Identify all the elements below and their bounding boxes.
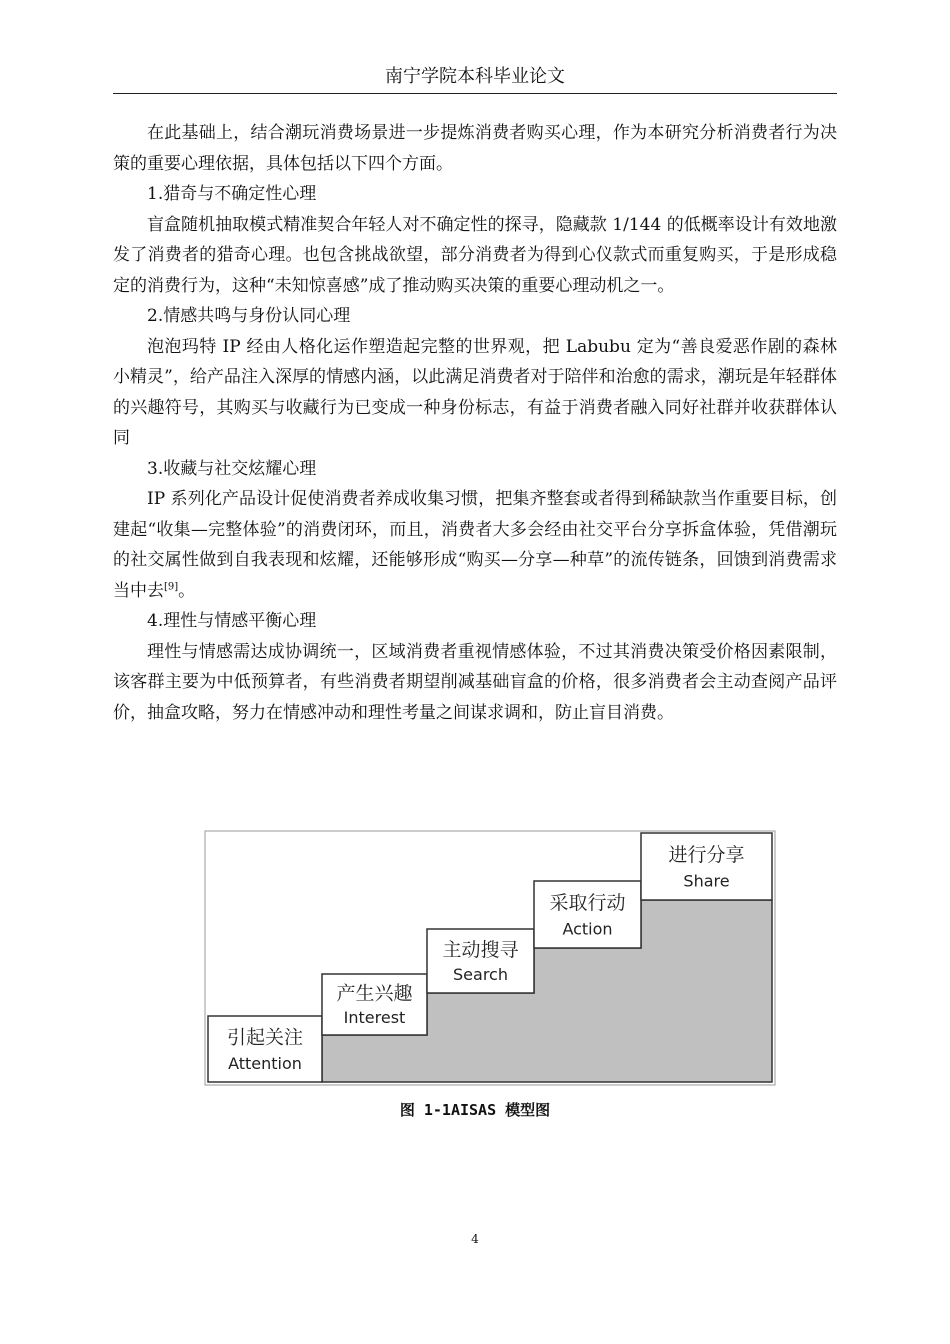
paragraph-3 bbox=[113, 484, 837, 606]
step-label-cn: 引起关注 bbox=[226, 1026, 304, 1049]
step-label-cn: 主动搜寻 bbox=[442, 938, 519, 961]
page-number: 4 bbox=[471, 1232, 479, 1246]
figure-caption: 图 1-1AISAS 模型图 bbox=[399, 1101, 551, 1119]
section-heading-1: 1.猎奇与不确定性心理 bbox=[147, 184, 317, 204]
step-label-cn: 产生兴趣 bbox=[336, 982, 413, 1005]
citation-ref: [9] bbox=[164, 580, 179, 592]
step-label-en: Attention bbox=[228, 1053, 302, 1073]
step-label-cn: 采取行动 bbox=[549, 892, 626, 915]
paragraph-2: 泡泡玛特 IP 经由人格化运作塑造起完整的世界观，把 Labubu 定为“善良爱恶作剧的森林小精灵”，给产品注入深厚的情感内涵，以此满足消费者对于陪伴和治愈的需求，潮玩是年轻群体的兴趣符号，其购买与收藏行为已变成一种身份标志，有益于消费者融入同好社群并收获群体认同 bbox=[113, 336, 837, 448]
paragraph-4: 理性与情感需达成协调统一，区域消费者重视情感体验，不过其消费决策受价格因素限制，该客群主要为中低预算者，有些消费者期望削减基础盲盒的价格，很多消费者会主动查阅产品评价，抽盒攻略，努力在情感冲动和理性考量之间谋求调和，防止盲目消费。 bbox=[113, 641, 837, 723]
section-heading-2: 2.情感共鸣与身份认同心理 bbox=[147, 306, 351, 326]
step-label-en: Action bbox=[562, 919, 613, 939]
paragraph-3-text: IP 系列化产品设计促使消费者养成收集习惯，把集齐整套或者得到稀缺款当作重要目标，创建起“收集—完整体验”的消费闭环，而且，消费者大多会经由社交平台分享拆盒体验，凭借潮玩的社交属性做到自我表现和炫耀，还能够形成“购买—分享—种草”的流传链条，回馈到消费需求当中去 bbox=[113, 489, 837, 601]
paragraph-intro: 在此基础上，结合潮玩消费场景进一步提炼消费者购买心理，作为本研究分析消费者行为决策的重要心理依据，具体包括以下四个方面。 bbox=[113, 123, 837, 174]
aisas-step-action bbox=[534, 881, 641, 948]
header-rule bbox=[113, 93, 837, 94]
aisas-staircase-diagram bbox=[204, 830, 776, 1086]
body-text bbox=[113, 118, 837, 728]
aisas-step-attention bbox=[208, 1016, 322, 1082]
step-label-en: Share bbox=[683, 871, 730, 891]
aisas-step-search bbox=[427, 929, 534, 993]
paragraph-1: 盲盒随机抽取模式精准契合年轻人对不确定性的探寻，隐藏款 1/144 的低概率设计有效地激发了消费者的猎奇心理。也包含挑战欲望，部分消费者为得到心仪款式而重复购买，于是形成稳定的消费行为，这种“未知惊喜感”成了推动购买决策的重要心理动机之一。 bbox=[113, 214, 837, 296]
section-heading-4: 4.理性与情感平衡心理 bbox=[147, 611, 317, 631]
step-label-cn: 进行分享 bbox=[668, 844, 745, 867]
aisas-model-figure bbox=[204, 830, 776, 1086]
step-label-en: Search bbox=[453, 965, 508, 985]
step-label-en: Interest bbox=[343, 1007, 406, 1027]
aisas-step-share bbox=[641, 833, 772, 900]
paragraph-3-end: 。 bbox=[178, 580, 196, 601]
aisas-step-interest bbox=[322, 974, 427, 1035]
page-header: 南宁学院本科毕业论文 bbox=[385, 66, 565, 87]
section-heading-3: 3.收藏与社交炫耀心理 bbox=[147, 458, 317, 479]
